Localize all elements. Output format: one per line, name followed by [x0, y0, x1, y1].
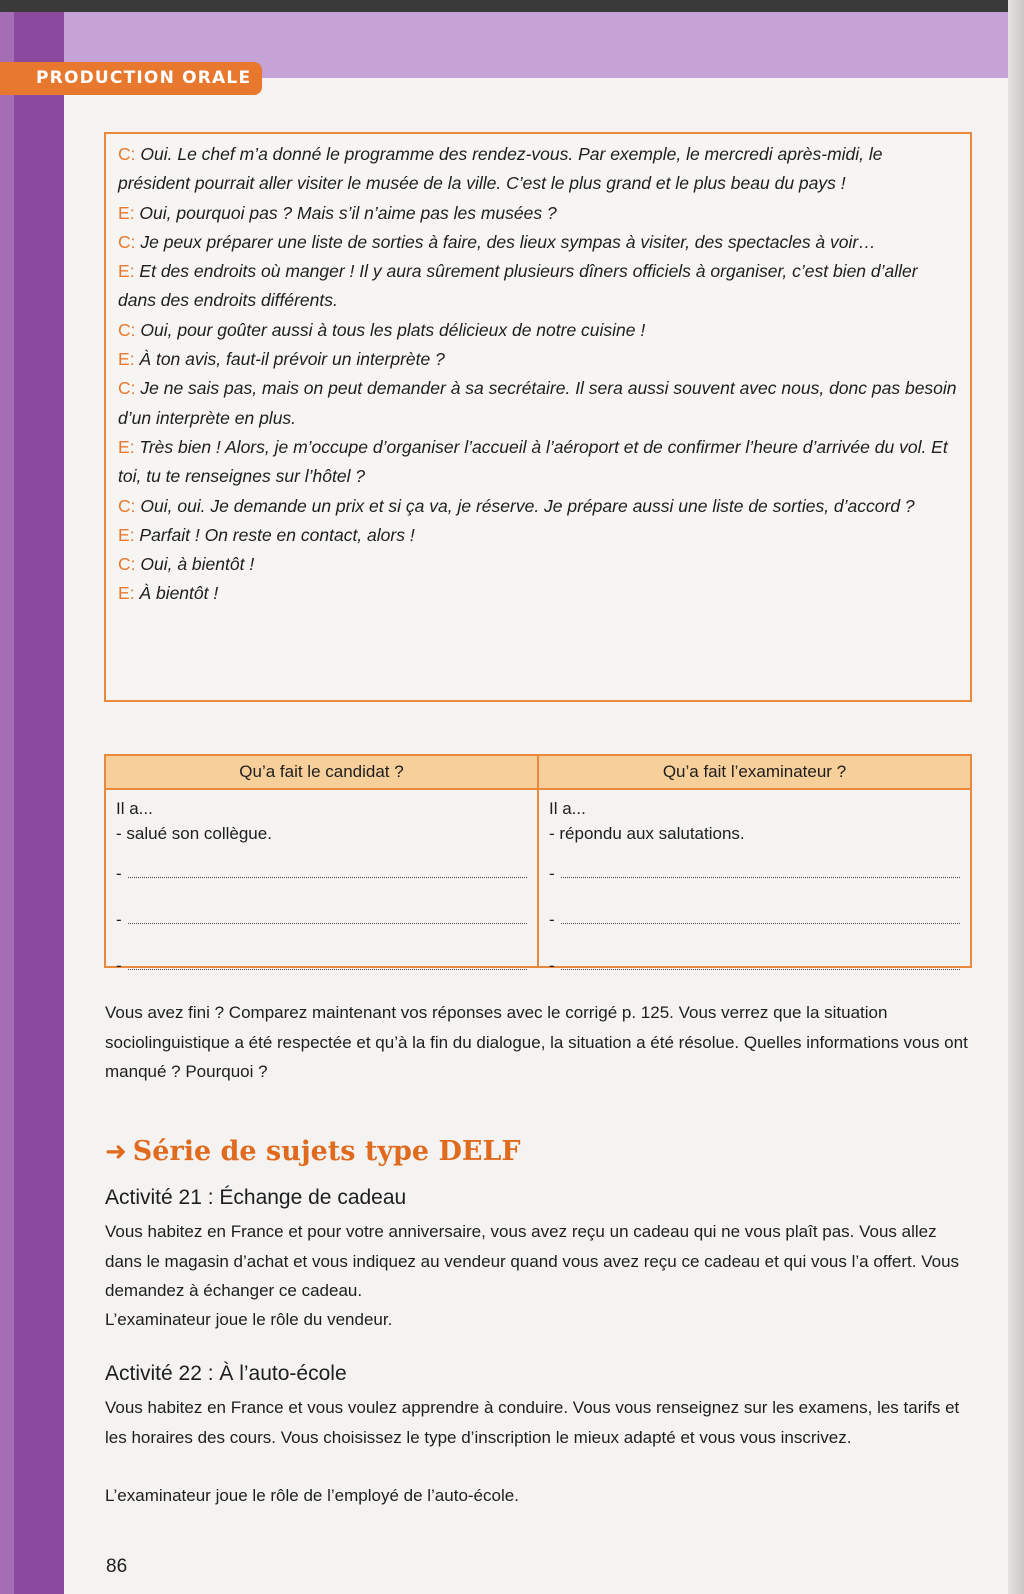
examiner-column	[537, 756, 970, 975]
speaker-label: E	[118, 583, 130, 604]
dialogue-text: Très bien ! Alors, je m’occupe d’organiser l’accueil à l’aéroport et de confirmer l’heure d’arrivée du vol. Et toi, tu te renseignes sur l’hôtel ?	[118, 436, 948, 487]
activity-22-title: Activité 22 : À l’auto-école	[105, 1362, 347, 1385]
left-margin-stripe	[0, 12, 14, 1594]
speaker-label: C	[118, 319, 131, 340]
speaker-label: E	[118, 436, 130, 457]
activity-21-title: Activité 21 : Échange de cadeau	[105, 1186, 407, 1209]
dialogue-line: C: Oui, oui. Je demande un prix et si ça va, je réserve. Je prépare aussi une liste de sorties, d’accord ?	[118, 495, 915, 516]
dialogue-line: C: Je ne sais pas, mais on peut demander à sa secrétaire. Il sera aussi souvent avec nous, donc pas besoin d’un interprète en plus.	[118, 378, 957, 428]
speaker-label: C	[118, 495, 131, 516]
answer-blank[interactable]: -	[116, 886, 527, 932]
section-tab: PRODUCTION ORALE	[0, 62, 262, 95]
dialogue-text: Oui, pourquoi pas ? Mais s’il n’aime pas les musées ?	[139, 202, 557, 223]
dialogue-box	[104, 132, 972, 702]
candidate-column	[106, 756, 537, 975]
activity-22-text: Vous habitez en France et vous voulez apprendre à conduire. Vous vous renseignez sur les examens, les tarifs et les horaires des cours. Vous choisissez le type d’inscription le mieux adapté et vous vous inscrivez.	[105, 1398, 960, 1447]
dialogue-line: E: À ton avis, faut-il prévoir un interprète ?	[118, 349, 445, 370]
dialogue-line: E: Oui, pourquoi pas ? Mais s’il n’aime pas les musées ?	[118, 202, 557, 223]
top-edge	[0, 0, 1024, 12]
dialogue-text: Oui, à bientôt !	[140, 554, 255, 575]
analysis-table	[104, 754, 972, 975]
speaker-label: C	[118, 231, 131, 252]
page-number: 86	[106, 1556, 128, 1577]
intro-text: Il a...	[549, 799, 586, 818]
answer-blank[interactable]: -	[549, 932, 960, 978]
dialogue-text: Oui. Le chef m’a donné le programme des rendez-vous. Par exemple, le mercredi après-midi, le président pourrait aller visiter le musée de la ville. C’est le plus grand et le plus beau du pays !	[118, 144, 883, 194]
column-header-examiner: Qu’a fait l’examinateur ?	[539, 756, 970, 790]
page-edge-shadow	[1008, 0, 1024, 1594]
dialogue-text: À bientôt !	[139, 583, 219, 604]
answer-blank[interactable]: -	[116, 932, 527, 978]
column-header-candidate: Qu’a fait le candidat ?	[106, 756, 537, 790]
answer-blank[interactable]: -	[549, 846, 960, 886]
speaker-label: E	[118, 524, 130, 545]
dialogue-line: E: Très bien ! Alors, je m’occupe d’organiser l’accueil à l’aéroport et de confirmer l’heure d’arrivée du vol. Et toi, tu te renseignes sur l’hôtel ?	[118, 436, 948, 487]
dialogue-line: E: Et des endroits où manger ! Il y aura sûrement plusieurs dîners officiels à organiser, c’est bien d’aller dans des endroits différents.	[118, 261, 918, 311]
serie-heading: ➜ Série de sujets type DELF	[105, 1136, 521, 1167]
dialogue-line: E: À bientôt !	[118, 583, 219, 604]
speaker-label: C	[118, 144, 131, 164]
dialogue-text: Et des endroits où manger ! Il y aura sûrement plusieurs dîners officiels à organiser, c’est bien d’aller dans des endroits différents.	[118, 261, 918, 311]
answer-item: - répondu aux salutations.	[549, 824, 745, 843]
speaker-label: E	[118, 261, 130, 282]
speaker-label: E	[118, 202, 130, 223]
speaker-label: E	[118, 349, 130, 370]
dialogue-line: C: Oui, à bientôt !	[118, 554, 255, 575]
intro-text: Il a...	[116, 799, 153, 818]
dialogue-text: Oui, pour goûter aussi à tous les plats délicieux de notre cuisine !	[140, 319, 646, 340]
dialogue-line: C: Oui, pour goûter aussi à tous les plats délicieux de notre cuisine !	[118, 319, 646, 340]
dialogue-text: Je peux préparer une liste de sorties à faire, des lieux sympas à visiter, des spectacles à voir…	[140, 231, 876, 252]
dialogue-line: C: Je peux préparer une liste de sorties à faire, des lieux sympas à visiter, des spectacles à voir…	[118, 231, 876, 252]
answer-item: - salué son collègue.	[116, 824, 272, 843]
arrow-right-icon: ➜	[105, 1137, 127, 1167]
activity-22-role: L’examinateur joue le rôle de l’employé de l’auto-école.	[105, 1486, 519, 1505]
activity-21-role: L’examinateur joue le rôle du vendeur.	[105, 1310, 393, 1329]
activity-21-text: Vous habitez en France et pour votre anniversaire, vous avez reçu un cadeau qui ne vous plaît pas. Vous allez dans le magasin d’achat et vous indiquez au vendeur quand vous avez reçu ce cadeau et qui vous l’a offert. Vous demandez à échanger ce cadeau.	[105, 1222, 960, 1300]
dialogue-text: Oui, oui. Je demande un prix et si ça va, je réserve. Je prépare aussi une liste de sorties, d’accord ?	[140, 495, 915, 516]
dialogue-text: Parfait ! On reste en contact, alors !	[139, 524, 415, 545]
answer-blank[interactable]: -	[116, 846, 527, 886]
compare-paragraph: Vous avez fini ? Comparez maintenant vos réponses avec le corrigé p. 125. Vous verrez que la situation sociolinguistique a été respectée et qu’à la fin du dialogue, la situation a été résolue. Quelles informations vous ont manqué ? Pourquoi ?	[105, 1003, 968, 1081]
dialogue-text: À ton avis, faut-il prévoir un interprète ?	[139, 349, 445, 370]
speaker-label: C	[118, 554, 131, 575]
dialogue-line: C: Oui. Le chef m’a donné le programme des rendez-vous. Par exemple, le mercredi après-midi, le président pourrait aller visiter le musée de la ville. C’est le plus grand et le plus beau du pays !	[118, 144, 883, 194]
speaker-label: C	[118, 378, 131, 399]
dialogue-line: E: Parfait ! On reste en contact, alors !	[118, 524, 415, 545]
dialogue-text: Je ne sais pas, mais on peut demander à sa secrétaire. Il sera aussi souvent avec nous, donc pas besoin d’un interprète en plus.	[118, 378, 957, 428]
answer-blank[interactable]: -	[549, 886, 960, 932]
